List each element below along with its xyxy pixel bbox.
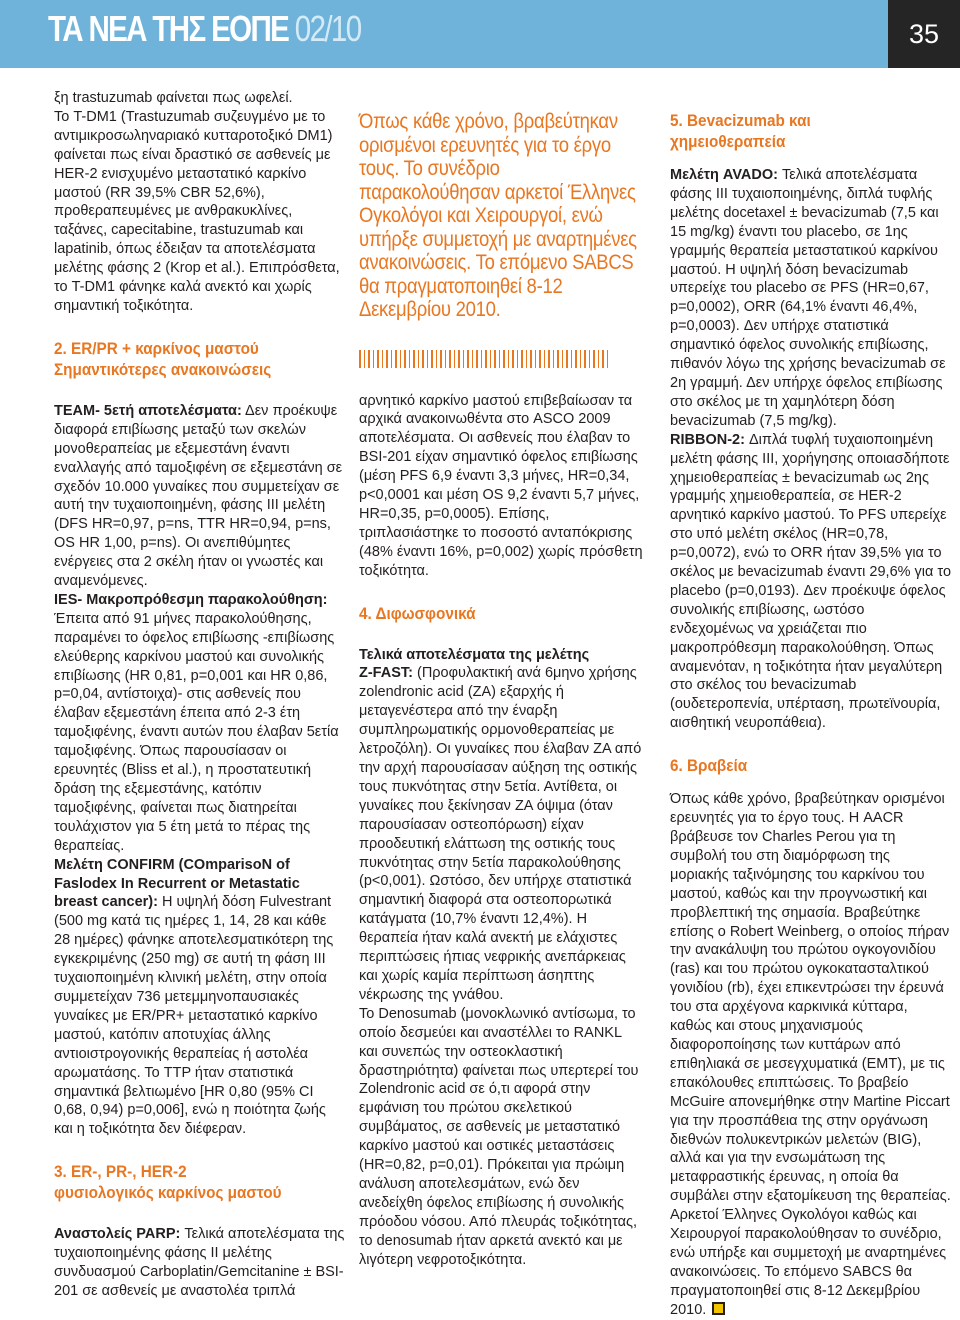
section-heading-3-line1: 3. ER-, PR-, HER-2 bbox=[54, 1162, 187, 1182]
zfast-heading-text: Τελικά αποτελέσματα της μελέτης bbox=[359, 646, 590, 663]
section-heading-2-line2: Σημαντικότερες ανακοινώσεις bbox=[54, 359, 272, 379]
end-of-article-icon bbox=[712, 1302, 725, 1315]
issue-number: 02/10 bbox=[294, 8, 361, 49]
ribbon-label: RIBBON-2: bbox=[670, 431, 745, 448]
column-left bbox=[54, 89, 346, 1301]
column-right bbox=[670, 110, 952, 1320]
confirm-text: Η υψηλή δόση Fulvestrant (500 mg κατά τις ημέρες 1, 14, 28 και κάθε 28 ημέρες) φάνηκε αποτελεσματικότερη της εγκεκριμένης (250 mg) σε αυτή τη φάση ΙΙΙ τυχαιοποιημένη κλινική μελέτη, στην οποία συμμετείχαν 736 μετεμμηνοπαυσιακές γυναίκες με ER/PR+ μεταστατικό καρκίνο μαστού, κατόπιν αποτυχίας άλλης αντιοιστρογονικής θεραπείας ή αστολέα αρωματάσης. Το TTP ήταν στατιστικά σημαντικά βελτιωμένο [HR 0,80 (95% CI 0,68, 0,94) p=0,006], ενώ η ποιότητα ζωής και η τοξικότητα δεν διέφεραν. bbox=[54, 894, 334, 1138]
zfast-heading bbox=[359, 646, 643, 665]
page-header bbox=[0, 0, 960, 68]
avado-text: Τελικά αποτελέσματα φάσης ΙΙΙ τυχαιοποιημένης, διπλά τυφλής μελέτης docetaxel ± bevacizumab (7,5 και 15 mg/kg) έναντι του placebo, σε 1ης γραμμής θεραπεία μεταστατικού καρκίνου μαστού. Η υψηλή δόση bevacizumab υπερείχε του placebo σε PFS (HR=0,67, p=0,0002), ORR (64,1% έναντι 46,4%, p=0,0003). Δεν υπήρχε στατιστικά σημαντικό όφελος συνολικής επιβίωσης, πιθανόν λόγω της χρήσης bevacizumab σε 2η γραμμή. Δεν υπήρχε όφελος επιβίωσης στο σκέλος με τη χαμηλότερη δόση bevacizumab (7,5 mg/kg). bbox=[670, 167, 946, 429]
team-text: Δεν προέκυψε διαφορά επιβίωσης μεταξύ των σκελών μονοθεραπείας με εξεμεστάνη έναντι εναλλαγής από ταμοξιφένη σε εξεμεστάνη σε σχεδόν 10.000 γυναίκες που συμμετείχαν σε αυτή την τυχαιοποιημένη, φάσης ΙΙΙ μελέτη (DFS HR=0,97, p=ns, TTR HR=0,94, p=ns, OS HR 1,00, p=ns). Οι ανεπιθύμητες ενέργειες στα 2 σκέλη ήταν οι γνωστές και αναμενόμενες. bbox=[54, 402, 343, 590]
section-heading-3-line2: φυσιολογικός καρκίνος μαστού bbox=[54, 1183, 282, 1203]
paragraph-tdm1: Το T-DM1 (Trastuzumab συζευγμένο με το αντιμικροσωληναριακό κυτταροτοξικό DM1) φαίνεται πως είναι δραστικό σε ασθενείς με HER-2 ενισχυμένο μεταστατικό καρκίνο μαστού (RR 39,5% CBR 52,6%), προθεραπευμένες με ανθρακυκλίνες, ταξάνες, capecitabine, trastuzumab και lapatinib, όπως έδειξαν τα αποτελέσματα μελέτης φάσης 2 (Krop et al.). Επιπρόσθετα, το T-DM1 φάνηκε καλά ανεκτό και χωρίς σημαντική τοξικότητα. bbox=[54, 108, 340, 314]
paragraph-confirm bbox=[54, 856, 346, 1140]
paragraph-ribbon2 bbox=[670, 431, 952, 734]
paragraph-ies bbox=[54, 591, 346, 856]
ies-text: Έπειτα από 91 μήνες παρακολούθησης, παραμένει το όφελος επιβίωσης -επιβίωσης ελεύθερης καρκίνου μαστού και συνολικής επιβίωσης (HR 0,81, p=0,001 και HR 0,86, p=0,04, αντίστοιχα)- στις ασθενείς που έλαβαν εξεμεστάνη έπειτα από 2-3 έτη ταμοξιφένης, έναντι αυτών που έλαβαν 5ετία ταμοξιφένης. Όπως παρουσίασαν οι ερευνητές (Bliss et al.), η προστατευτική δράση της εξεμεστάνης, κατόπιν ταμοξιφένης, φαίνεται πως διατηρείται τουλάχιστον για 5 έτη μετά το πέρας της θεραπείας. bbox=[54, 610, 339, 854]
decorative-barcode-divider bbox=[359, 350, 611, 368]
parp-label: Αναστολείς PARP: bbox=[54, 1226, 181, 1243]
confirm-label: Μελέτη CONFIRM (COmparisoN of Faslodex In Recurrent or Metastatic breast cancer): bbox=[54, 856, 300, 911]
paragraph-bsi201: αρνητικό καρκίνο μαστού επιβεβαίωσαν τα αρχικά ανακοινωθέντα στο ASCO 2009 αποτελέσματα. Οι ασθενείς που έλαβαν το BSI-201 είχαν σημαντικό όφελος επιβίωσης (μέση PFS 6,9 έναντι 3,3 μήνες, HR=0,34, p<0,0001 και μέση OS 9,2 έναντι 5,7 μήνες, HR=0,35, p=0,0005). Επίσης, τριπλασιάστηκε το ποσοστό ανταπόκρισης (48% έναντι 16%, p=0,002) χωρίς πρόσθετη τοξικότητα. bbox=[359, 392, 643, 579]
paragraph-denosumab: Το Denosumab (μονοκλωνικό αντίσωμα, το οποίο δεσμεύει και αναστέλλει το RANKL και συνεπώς την οστεοκλαστική δραστηριότητα) φαίνεται πως υπερτερεί του Zolendronic acid σε ό,τι αφορά στην εμφάνιση του πρώτου σκελετικού συμβάματος, σε ασθενείς με μεταστατικό καρκίνο μαστού και οστικές μεταστάσεις (HR=0,82, p=0,01). Πρόκειται για πρώιμη ανάλυση αποτελεσμάτων, ενώ δεν ανεδείχθη όφελος επιβίωσης ή συνολικής πρόοδου νόσου. Από πλευράς τοξικότητας, το denosumab ήταν αρκετά ανεκτό και με λιγότερη νεφροτοξικότητα. bbox=[359, 1005, 639, 1268]
page-number: 35 bbox=[888, 0, 960, 68]
pull-quote: Όπως κάθε χρόνο, βραβεύτηκαν ορισμένοι ερευνητές για το έργο τους. Το συνέδριο παρακολούθησαν αρκετοί Έλληνες Ογκολόγοι και Χειρουργοί, ενώ υπήρξε συμμετοχή με αναρτημένες ανακοινώσεις. Το επόμενο SABCS θα πραγματοποιηθεί 8-12 Δεκεμβρίου 2010. bbox=[359, 110, 637, 321]
ribbon-text: Διπλά τυφλή τυχαιοποιημένη μελέτη φάσης ΙΙΙ, χορήγησης οποιασδήποτε χημειοθεραπείας ± bevacizumab ως 2ης γραμμής χημειοθεραπεία, σε HER-2 αρνητικό καρκίνο μαστού. Το PFS υπερείχε στο υπό μελέτη σκέλος (HR=0,78, p=0,0072), ενώ το ORR ήταν 39,5% για το σκέλος με bevacizumab έναντι 29,6% για το placebo (p=0,0193). Δεν προέκυψε όφελος συνολικής επιβίωσης, ωστόσο ενδεχομένως να χρειάζεται πιο μακροπρόθεσμη παρακολούθηση. Όπως αναμενόταν, η τοξικότητα ήταν μεγαλύτερη στο σκέλος του bevacizumab (ουδετεροπενία, υπέρταση, πρωτεϊνουρία, αισθητική νευροπάθεια). bbox=[670, 431, 952, 732]
publication-title bbox=[48, 8, 360, 50]
paragraph-zfast bbox=[359, 664, 643, 1004]
team-label: TEAM- 5ετή αποτελέσματα: bbox=[54, 402, 242, 419]
paragraph-awards bbox=[670, 790, 952, 1319]
publication-name: ΤΑ ΝΕΑ ΤΗΣ ΕΟΠΕ bbox=[48, 8, 289, 49]
awards-text: Όπως κάθε χρόνο, βραβεύτηκαν ορισμένοι ερευνητές για το έργο τους. Η AACR βράβευσε τον Charles Perou για τη συμβολή του στη διαμόρφωση της μοριακής ταξινόμησης του καρκίνου του μαστού, καθώς και την προγνωστική και προβλεπτική της σημασία. Βραβεύτηκε επίσης ο Robert Weinberg, ο οποίος πήραν την ανακάλυψη του πρώτου ογκογονιδίου (ras) και του πρώτου ογκοκατασταλτικού γονιδίου (rb), έχει επικεντρώσει την έρευνά του στα αρχέγονα καρκινικά κύτταρα, καθώς και στους μηχανισμούς διαφοροποίησης των κυττάρων από επιθηλιακά σε μεσεγχυματικά (EMT), με τις επακόλουθες επιπτώσεις. Το βραβείο McGuire απονεμήθηκε στην Martine Piccart για την προσπάθεια της στην οργάνωση διεθνών πολυκεντρικών μελετών (BIG), αλλά και για την ενσωμάτωση της μεταφραστικής έρευνας, η οποία θα συμβάλει στην εξατομίκευση της θεραπείας. Αρκετοί Έλληνες Ογκολόγοι καθώς και Χειρουργοί παρακολούθησαν το συνέδριο, ενώ υπήρξε και συμμετοχή με αναρτημένες ανακοινώσεις. Το επόμενο SABCS θα πραγματοποιηθεί στις 8-12 Δεκεμβρίου 2010. bbox=[670, 791, 951, 1318]
section-heading-4: 4. Διφωσφονικά bbox=[359, 603, 476, 623]
paragraph-parp bbox=[54, 1225, 346, 1301]
section-heading-2 bbox=[54, 338, 317, 380]
paragraph-avado bbox=[670, 166, 952, 431]
section-heading-3 bbox=[54, 1161, 317, 1203]
zfast-text: (Προφυλακτική ανά 6μηνο χρήσης zolendronic acid (ZA) εξαρχής ή μεταγενέστερα από την έναρξη συμπληρωματικής ορμονοθεραπείας με λετροζόλη). Οι γυναίκες που έλαβαν ZA από την αρχή παρουσίασαν αύξηση της οστικής τους πυκνότητας στην 5ετία. Αντίθετα, οι γυναίκες που ξεκίνησαν ZA όψιμα (όταν παρουσίασαν οστεοπόρωση) είχαν προοδευτική ελάττωση της οστικής τους πυκνότητας στην 5ετία παρακολούθησης (p<0,001). Ωστόσο, δεν υπήρχε στατιστικά σημαντική διαφορά στα οστεοπορωτικά κατάγματα (10,7% έναντι 12,4%). Η θεραπεία ήταν καλά ανεκτή με ελάχιστες περιπτώσεις ήπιας νεφρικής ανεπάρκειας και χωρίς καμία περίπτωση άσηπτης νέκρωσης της γνάθου. bbox=[359, 665, 642, 1003]
paragraph-team bbox=[54, 402, 346, 591]
paragraph-continuation: ξη trastuzumab φαίνεται πως ωφελεί. bbox=[54, 90, 293, 106]
ies-label: IES- Μακροπρόθεσμη παρακολούθηση: bbox=[54, 591, 328, 608]
section-heading-5: 5. Bevacizumab και χημειοθεραπεία bbox=[670, 111, 811, 151]
section-heading-2-line1: 2. ER/PR + καρκίνος μαστού bbox=[54, 338, 259, 358]
column-middle bbox=[359, 110, 643, 1269]
zfast-label: Z-FAST: bbox=[359, 665, 413, 682]
section-heading-6: 6. Βραβεία bbox=[670, 756, 748, 776]
avado-label: Μελέτη AVADO: bbox=[670, 167, 778, 183]
parp-text: Τελικά αποτελέσματα της τυχαιοποιημένης φάσης ΙΙ μελέτης συνδυασμού Carboplatin/Gemcitanine ± BSI-201 σε ασθενείς με αναστολέα τριπλά bbox=[54, 1226, 345, 1299]
